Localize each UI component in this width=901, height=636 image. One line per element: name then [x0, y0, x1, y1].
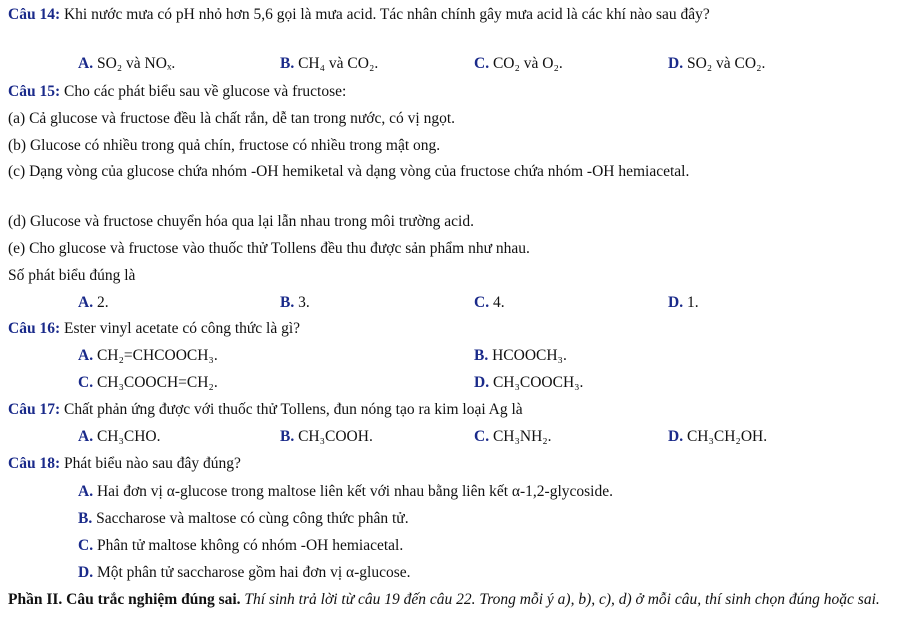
statement-a: (a) Cả glucose và fructose đều là chất rắn, dễ tan trong nước, có vị ngọt.	[8, 110, 455, 127]
statement-e: (e) Cho glucose và fructose vào thuốc thử Tollens đều thu được sản phẩm như nhau.	[8, 240, 530, 257]
question-number: Câu 15:	[8, 83, 61, 100]
question-18	[8, 455, 887, 474]
option-d[interactable]: D. Một phân tử saccharose gồm hai đơn vị α-glucose.	[78, 564, 411, 581]
option-b[interactable]: B. 3.	[280, 294, 310, 311]
question-text: Chất phản ứng được với thuốc thử Tollens, đun nóng tạo ra kim loại Ag là	[63, 401, 523, 418]
question-prompt: Số phát biểu đúng là	[8, 267, 136, 284]
option-a[interactable]: A. Hai đơn vị α-glucose trong maltose liên kết với nhau bằng liên kết α-1,2-glycoside.	[78, 483, 613, 500]
option-c[interactable]: C. CH₃NH₂.	[474, 428, 552, 445]
question-number: Câu 14:	[8, 6, 61, 23]
question-number: Câu 18:	[8, 455, 61, 472]
question-text: Phát biểu nào sau đây đúng?	[63, 455, 241, 472]
option-a[interactable]: A. CH₃CHO.	[78, 428, 161, 445]
option-d[interactable]: D. CH₃CH₂OH.	[668, 428, 768, 445]
question-number: Câu 16:	[8, 320, 61, 337]
statement-c: (c) Dạng vòng của glucose chứa nhóm -OH hemiketal và dạng vòng của fructose chứa nhóm -OH hemiacetal.	[8, 163, 690, 180]
option-c[interactable]: C. CH₃COOCH=CH₂.	[78, 374, 218, 391]
option-a[interactable]: A. 2.	[78, 294, 109, 311]
part-2-title: Phần II. Câu trắc nghiệm đúng sai.	[8, 591, 241, 608]
part-2-instruction: Thí sinh trả lời từ câu 19 đến câu 22. Trong mỗi ý a), b), c), d) ở mỗi câu, thí sinh chọn đúng hoặc sai.	[244, 591, 880, 608]
option-b[interactable]: B. Saccharose và maltose có cùng công thức phân tử.	[78, 510, 409, 527]
question-14	[8, 6, 887, 25]
question-17	[8, 401, 887, 420]
option-a[interactable]: A. CH₂=CHCOOCH₃.	[78, 347, 218, 364]
part-2-header	[8, 591, 887, 610]
question-text: Ester vinyl acetate có công thức là gì?	[63, 320, 301, 337]
option-c[interactable]: C. 4.	[474, 294, 505, 311]
option-b[interactable]: B. HCOOCH₃.	[474, 347, 567, 364]
question-15	[8, 83, 887, 102]
option-a[interactable]: A. SO₂ và NOₓ.	[78, 55, 176, 72]
option-c[interactable]: C. CO₂ và O₂.	[474, 55, 563, 72]
option-d[interactable]: D. SO₂ và CO₂.	[668, 55, 766, 72]
statement-b: (b) Glucose có nhiều trong quả chín, fructose có nhiều trong mật ong.	[8, 137, 441, 154]
statement-d: (d) Glucose và fructose chuyển hóa qua lại lẫn nhau trong môi trường acid.	[8, 213, 474, 230]
question-text: Khi nước mưa có pH nhỏ hơn 5,6 gọi là mưa acid. Tác nhân chính gây mưa acid là các khí nào sau đây?	[63, 6, 710, 23]
option-b[interactable]: B. CH₄ và CO₂.	[280, 55, 379, 72]
option-c[interactable]: C. Phân tử maltose không có nhóm -OH hemiacetal.	[78, 537, 404, 554]
question-text: Cho các phát biểu sau về glucose và fructose:	[63, 83, 347, 100]
option-b[interactable]: B. CH₃COOH.	[280, 428, 373, 445]
option-d[interactable]: D. 1.	[668, 294, 699, 311]
option-d[interactable]: D. CH₃COOCH₃.	[474, 374, 584, 391]
question-number: Câu 17:	[8, 401, 61, 418]
question-16	[8, 320, 887, 339]
